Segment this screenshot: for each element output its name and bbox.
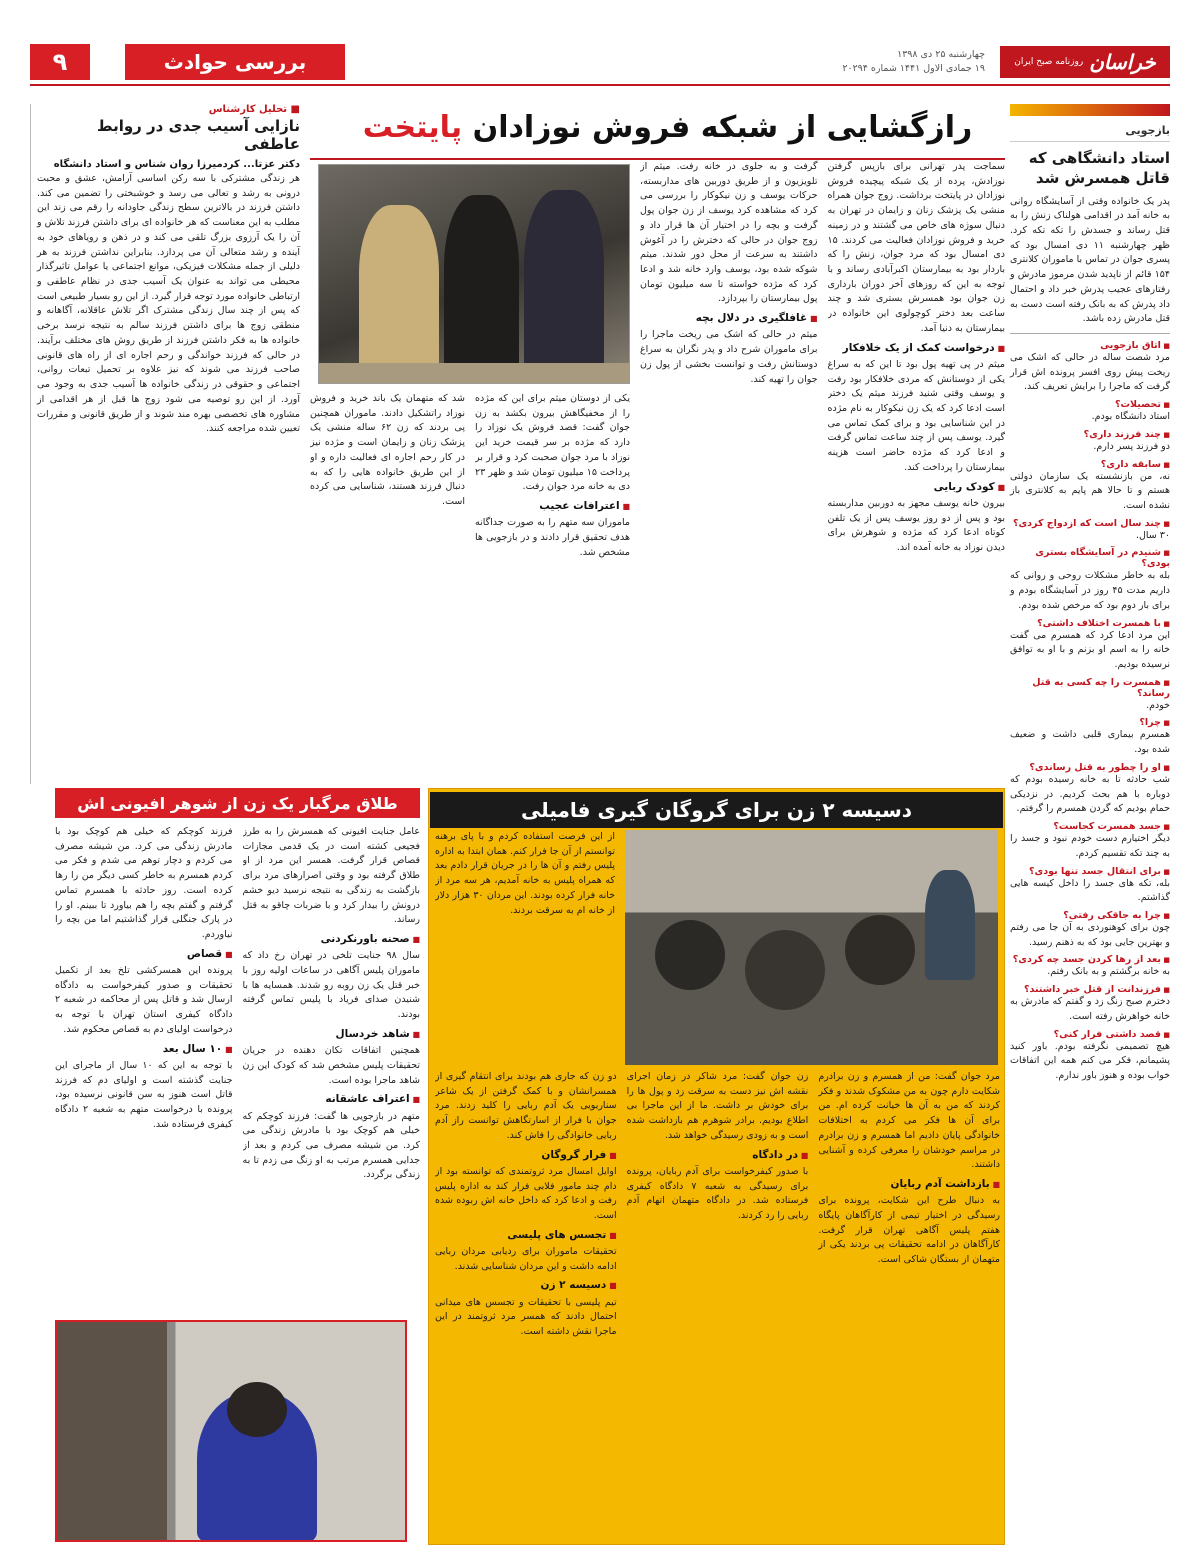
story-column: [435, 1070, 617, 1540]
paragraph: میثم در پی تهیه پول بود تا این که به سراغ یکی از دوستانش که مردی خلافکار بود رفت و یوسف وقتی شنید فرزند میثم یک دختر است ادعا کرد که یک زن نیکوکار به نام مژده در این شناسایی بود و برای کمک تماس می گیرد. یوسف پس از چند ساعت تماس گرفت و ادعا کرد که مژده حاضر است هزینه بیمارستان را پرداخت کند.: [827, 358, 1005, 473]
suspect-photo: [55, 1320, 407, 1542]
figure-shape: [524, 190, 604, 375]
story-column: [55, 825, 233, 1315]
interrogation-question: ■ همسرت را چه کسی به قتل رساند؟: [1010, 677, 1170, 699]
masthead: [30, 40, 1170, 86]
floor-shape: [319, 363, 629, 383]
subheading: ■ اعترافات عجیب: [475, 498, 630, 514]
interrogation-question: ■ قصد داشتی فرار کنی؟: [1010, 1029, 1170, 1040]
main-story-text-top: [640, 160, 1005, 680]
interrogation-answer: خودم.: [1146, 699, 1170, 711]
interrogation-question: ■ چرا به جاقکی رفتی؟: [1010, 910, 1170, 921]
paragraph: بیرون خانه یوسف مجهز به دوربین مداربسته بود و پس از دو روز یوسف پس از یک تلفن کوتاه ادعا کرد که مژده و شوهرش برای دیدن نوزاد به خانه آمده اند.: [827, 497, 1005, 554]
interrogation-question: ■ فرزندانت از قتل خبر داشتند؟: [1010, 984, 1170, 995]
main-headline-highlight: پایتخت: [362, 110, 463, 145]
paragraph: سال ۹۸ جنایت تلخی در تهران رخ داد که ماموران پلیس آگاهی در ساعات اولیه روز با خبر قتل یک زن روبه رو شدند. همسایه ها با شنیدن صدای فریاد با پلیس تماس گرفته بودند.: [242, 950, 420, 1021]
interrogation-question: ■ بعد از رها کردن جسد چه کردی؟: [1010, 954, 1170, 965]
interrogation-headline: استاد دانشگاهی که قاتل همسرش شد: [1028, 149, 1170, 188]
qa-list: [1010, 340, 1170, 1084]
subheading: ■ فرار گروگان: [435, 1147, 617, 1163]
interrogation-answer: شب حادثه تا به خانه رسیده بودم که دوباره با هم بحث کردیم. در نزدیکی حمام بودیم که گردن همسرم را گرفتم.: [1010, 773, 1170, 815]
courtroom-photo: [625, 830, 998, 1065]
paragraph: مرد جوان گفت: من از همسرم و زن برادرم شکایت دارم چون به من مشکوک شدند و فکر کردند که من به آن ها خیانت کرده ام. من برای آن ها فکر می کردم به اختلافات خانوادگی پایان دادیم اما همسرم و زن برادرم در مراسم خودشان را معرفی کرده و آشنایی داشتند.: [818, 1071, 1000, 1171]
interrogation-answer: دیگر اختیارم دست خودم نبود و جسد را به چند تکه تقسیم کردم.: [1010, 833, 1170, 859]
interrogation-answer: به خانه برگشتم و به بانک رفتم.: [1047, 966, 1170, 978]
main-story-column: [475, 392, 630, 777]
divider: [1010, 333, 1170, 334]
kidnapping-story-text: [435, 1070, 1000, 1540]
main-story-column: [828, 160, 1006, 680]
interrogation-answer: این مرد ادعا کرد که همسرم می گفت خانه را به اسم او بزنم و با او به توافق نرسیده بودیم.: [1010, 629, 1170, 671]
main-headline: [335, 110, 1000, 156]
kidnapping-story-headline: دسیسه ۲ زن برای گروگان گیری فامیلی: [430, 792, 1003, 828]
column-label: بازجویی: [1010, 124, 1170, 142]
main-headline-text: رازگشایی از شبکه فروش نوزادان: [472, 110, 973, 145]
figure-shape: [359, 205, 439, 375]
paragraph: دو زن که جاری هم بودند برای انتقام گیری از همسرانشان و با کمک گرفتن از یک شاعر سناریویی یک آدم ربایی را کلید زدند. مرد جوان با فرار از اسارتگاهش توانست راز آدم ربایی خانوادگی را فاش کند.: [434, 1071, 617, 1141]
divorce-story-headline: طلاق مرگبار یک زن از شوهر افیونی اش: [55, 788, 420, 818]
interrogation-answer: مرد شصت ساله در حالی که اشک می ریخت پیش روی افسر پرونده اش قرار گرفت که ماجرا را برایش تعریف کند.: [1010, 351, 1170, 393]
expert-kicker: ■ تحلیل کارشناس: [37, 104, 300, 115]
interrogation-question: ■ برای انتقال جسد تنها بودی؟: [1010, 866, 1170, 877]
figure-shape: [655, 920, 725, 990]
section-title: بررسی حوادث: [125, 44, 345, 80]
column-tag-bar: [1010, 104, 1170, 116]
subheading: ■ دسیسه ۲ زن: [435, 1277, 617, 1293]
issue-date-line1: چهارشنبه ۲۵ دی ۱۳۹۸: [897, 49, 985, 60]
interrogation-answer: بله، تکه های جسد را داخل کیسه هایی گذاشتم.: [1010, 877, 1170, 904]
main-story-column: [310, 392, 465, 777]
paragraph: سماجت پدر تهرانی برای بازپس گرفتن نوزادش، پرده از یک شبکه پیچیده فروش نوزادان در پایتخت برداشت. زوج جوان همراه منشی یک پزشک زنان و زایمان در تهران به دنبال سوژه های خاص می گشتند و در زمینه خرید و فروش نوزادان فعالیت می کردند. ۱۵ دی امسال بود که مرد جوان، زنش را که باردار بود به بیمارستان اکبرآبادی رساند و با توجه به این که روزهای آخر دوران بارداری زن جوان بود همسرش بستری شد و چند ساعت بعد دختر کوچولوی این خانواده در بیمارستان به دنیا آمد.: [827, 161, 1005, 334]
interrogation-question: ■ چند سال است که ازدواج کردی؟: [1010, 518, 1170, 529]
interrogation-answer: چون برای کوهنوردی به آن جا می رفتم و بهترین جایی بود که به ذهنم رسید.: [1010, 921, 1170, 948]
subheading: ■ کودک ربایی: [828, 479, 1006, 495]
paragraph: میثم در حالی که اشک می ریخت ماجرا را برای ماموران شرح داد و پدر نگران به سراغ دوستانش رفت و توانست بخشی از پول زن جوان را تهیه کند.: [640, 329, 818, 385]
paragraph: گرفت و به جلوی در خانه رفت. میثم از تلویزیون و از طریق دوربین های مداربسته، حرکات یوسف و زن نیکوکار را بررسی می کرد که مشاهده کرد یوسف از زن جوان پول گرفت و بچه را در اختیار آن ها قرار داد و زوج جوان در حالی که دخترش را در آغوش داشتند به سرعت از محل دور شدند. میثم شوکه شده بود، یوسف وارد خانه شد و ادعا کرد که مژده خواسته تا سه میلیون تومان پول بیمارستان را بپردازد.: [640, 161, 818, 305]
kidnapping-intro: از این فرصت استفاده کردم و با پای برهنه توانستم از آن جا فرار کنم. همان ابتدا به اداره پلیس رفتم و آن ها را در جریان قرار دادم بعد که همراه پلیس به خانه آمدیم، هر سه مرد از خانه فرار کرده بودند. این مردان ۳۰ هزار دلار از خانه ام به سرقت بردند.: [435, 831, 615, 916]
divorce-story-text: [55, 825, 420, 1315]
interrogation-question: ■ سابقه داری؟: [1010, 459, 1170, 470]
paragraph: تحقیقات ماموران برای ردیابی مردان ربایی ادامه داشت و این مردان شناسایی شدند.: [434, 1246, 617, 1272]
expert-headline: نازایی آسیب جدی در روابط عاطفی: [97, 117, 300, 153]
interrogation-question: ■ با همسرت اختلاف داشتی؟: [1010, 618, 1170, 629]
subheading: ■ صحنه باورنکردنی: [243, 931, 421, 947]
logo-brand: خراسان: [1089, 50, 1156, 74]
interrogation-question: ■ شنیدم در آسایشگاه بستری بودی؟: [1010, 547, 1170, 569]
interrogation-column: [1010, 104, 1170, 1544]
newspaper-logo: [1000, 46, 1170, 78]
page-number: ۹: [30, 44, 90, 80]
expert-analysis: [30, 104, 300, 784]
paragraph: به دنبال طرح این شکایت، پرونده برای رسیدگی در اختیار تیمی از کارآگاهان پایگاه هفتم پلیس آگاهی تهران قرار گرفت. کارآگاهان در ادامه تحقیقات پی بردند یکی از متهمان از بستگان شاکی است.: [818, 1195, 1000, 1266]
interrogation-answer: بله به خاطر مشکلات روحی و روانی که داریم مدت ۴۵ روز در آسایشگاه بودم و برای بار دوم بود که مرخص شده بودم.: [1010, 570, 1171, 611]
figure-shape: [444, 195, 519, 375]
interrogation-question: ■ تحصیلات؟: [1010, 399, 1170, 410]
story-column: [818, 1070, 1000, 1540]
paragraph: فرزند کوچکم که خیلی هم کوچک بود با مادرش زندگی می کرد. من شیشه مصرف می کردم و دچار توهم می شدم و فکر می کردم همسرم به خاطر کسی دیگر من را رها کرده است. روز حادثه با همسرم تماس گرفتم و گفتم بچه را هم بیاورد تا ببینم. او را در پارک جنگلی قرار گذاشتیم اما من بچه را نیاوردم.: [55, 826, 233, 941]
interrogation-answer: هیچ تصمیمی نگرفته بودم. باور کنید پشیمانم، فکر می کنم همه این اتفاقات خواب بوده و هنوز باور ندارم.: [1010, 1040, 1170, 1081]
subheading: ■ غافلگیری در دلال بچه: [640, 310, 818, 326]
interrogation-answer: نه، من بازنشسته یک سازمان دولتی هستم و تا حالا هم پایم به کلانتری باز نشده است.: [1010, 470, 1170, 511]
paragraph: با صدور کیفرخواست برای آدم ربایان، پرونده برای رسیدگی به شعبه ۷ دادگاه کیفری فرستاده شد. در دادگاه متهمان اتهام آدم ربایی را رد کردند.: [626, 1165, 809, 1222]
subheading: ■ درخواست کمک از یک خلافکار: [828, 340, 1006, 356]
issue-date: [842, 48, 985, 77]
interrogation-question: ■ اتاق بازجویی: [1010, 340, 1170, 351]
interrogation-answer: همسرم بیماری قلبی داشت و ضعیف شده بود.: [1010, 729, 1170, 756]
paragraph: عامل جنایت افیونی که همسرش را به طرز فجیعی کشته است در یک قدمی مجازات قصاص قرار گرفت. همسر این مرد از او طلاق گرفته بود و وقتی اصرارهای مرد برای بازگشت به زندگی به نتیجه نرسید دیو خشم درونش را بیدار کرد و با ضربات چاقو به قتل رساند.: [242, 826, 420, 926]
figure-shape: [745, 930, 825, 1010]
interrogation-question: ■ جسد همسرت کجاست؟: [1010, 821, 1170, 832]
door-shape: [57, 1322, 167, 1540]
figure-shape: [925, 870, 975, 980]
paragraph: شد که متهمان یک باند خرید و فروش نوزاد راتشکیل دادند. ماموران همچنین پی بردند که زن ۶۲ ساله منشی یک پزشک زنان و زایمان است و مژده نیز در کار رحم اجاره ای فعالیت داره و او از این طریق خانواده هایی را که به دنبال فرزند هستند، شناسایی می کرده است.: [310, 393, 465, 508]
head-shape: [227, 1382, 287, 1437]
expert-body: هر زندگی مشترکی با سه رکن اساسی آرامش، عشق و محبت درونی به رشد و تعالی می رسد و خوشبختی را تضمین می کند. داشتن فرزند در بالاترین سطح زندگی جاودانه را رقم می زند این مطلب به این معناست که هر خانواده ای برای داشتن فرزند تلاش و آن را یک آرزوی بزرگ تلقی می کند و در ذهن و رویاهای خود به آینده و رشد متعالی آن می پردازد. بنابراین نداشتن فرزند به هر دلیلی از جمله مشکلات فیزیکی، موانع اجتماعی یا عوامل تاثیرگذار محیطی می تواند به عنوان یک آسیب جدی در نظام عاطفی و ارتباطی خانواده مورد توجه قرار گیرد. از این رو بسیار طبیعی است که پس از چند سال زندگی مشترک اگر تلاش عاقلانه، آگاهانه و منطقی زوج ها برای داشتن فرزند سالم به نتیجه نرسد برخی خانواده ها به فکر داشتن فرزند از طریق روش های مختلف برآیند. در حالی که فرزند خواندگی و رحم اجاره ای از راه های قانونی صاحب فرزند می شوند که نیز علاوه بر تحمیل تبعات روانی، اجتماعی و حقوقی در زندگی خانواده ها آسیب جدی به وجود می آورد. از این رو توصیه می شود زوج ها قبل از هر اقدامی از مشاوره های تخصصی بهره مند شوند و از طریق قانونی و مقررات تعیین شده مراجعه کنند.: [37, 173, 300, 435]
interrogation-answer: ۳۰ سال.: [1135, 529, 1170, 541]
interrogation-question: ■ چند فرزند داری؟: [1010, 429, 1170, 440]
subheading: ■ ۱۰ سال بعد: [55, 1041, 233, 1057]
paragraph: پرونده این همسرکشی تلخ بعد از تکمیل تحقیقات و صدور کیفرخواست به دادگاه ارسال شد و قاتل پس از محاکمه در شعبه ۲ دادگاه کیفری استان تهران با توجه به درخواست اولیای دم به قصاص محکوم شد.: [55, 965, 233, 1035]
expert-author: دکتر عزتا... کردمیرزا روان شناس و استاد دانشگاه: [53, 159, 300, 170]
story-column: [243, 825, 421, 1315]
interrogation-question: ■ چرا؟: [1010, 717, 1170, 728]
subheading: ■ تجسس های پلیسی: [435, 1227, 617, 1243]
subheading: ■ شاهد خردسال: [243, 1026, 421, 1042]
paragraph: ماموران سه متهم را به صورت جداگانه هدف تحقیق قرار دادند و در بازجویی ها مشخص شد.: [475, 517, 630, 558]
interrogation-question: ■ او را چطور به قتل رساندی؟: [1010, 762, 1170, 773]
subheading: ■ بازداشت آدم ربایان: [818, 1176, 1000, 1192]
issue-date-line2: ۱۹ جمادی الاول ۱۴۴۱ شماره ۲۰۲۹۴: [842, 63, 985, 75]
subheading: ■ اعتراف عاشقانه: [243, 1091, 421, 1107]
subheading: ■ قصاص: [55, 946, 233, 962]
interrogation-intro: پدر یک خانواده وقتی از آسایشگاه روانی به خانه آمد در اقدامی هولناک زنش را به قتل رساند و جسدش را تکه تکه کرد. ظهر چهارشنبه ۱۱ دی امسال بود که پسری جوان در تماس با ماموران کلانتری ۱۵۴ قائم از ناپدید شدن مرموز مادرش و رفتارهای عجیب پدرش خبر داد و احتمال داد پدرش که به بانک رفته است دست به قتل مادرش زده باشد.: [1010, 195, 1170, 325]
paragraph: یکی از دوستان میثم برای این که مژده را از مخفیگاهش بیرون بکشد به زن جوان گفت: قصد فروش یک نوزاد را دارد که مژده بر سر قیمت خرید این نوزاد با مرد جوان صحبت کرد و قرار بر پرداخت ۱۵ میلیون تومان شد و ظهر ۲۳ دی به خانه مرد جوان رفت.: [475, 393, 630, 493]
suspects-photo: [318, 164, 630, 384]
paragraph: اوایل امسال مرد ثروتمندی که توانسته بود از دام چند مامور فلابی فرار کند به اداره پلیس رفت و ادعا کرد که داخل خانه اش ربوده شده است.: [434, 1165, 617, 1222]
subheading: ■ در دادگاه: [627, 1147, 809, 1163]
paragraph: همچنین اتفاقات تکان دهنده در جریان تحقیقات پلیس مشخص شد که کودک این زن شاهد ماجرا بوده است.: [242, 1045, 420, 1086]
interrogation-answer: دو فرزند پسر دارم.: [1093, 440, 1170, 452]
main-story-text-bottom: [310, 392, 630, 777]
interrogation-answer: دخترم صبح زنگ زد و گفتم که مادرش به خانه خواهرش رفته است.: [1010, 996, 1170, 1022]
story-column: [627, 1070, 809, 1540]
main-story-column: [640, 160, 818, 680]
paragraph: با توجه به این که ۱۰ سال از ماجرای این جنایت گذشته است و اولیای دم که فرزند قاتل است هنوز به سن قانونی نرسیده بود، پرونده با درخواست متهم به شعبه ۲ دادگاه کیفری فرستاده شد.: [55, 1059, 233, 1130]
paragraph: تیم پلیسی با تحقیقات و تجسس های میدانی احتمال دادند که همسر مرد ثروتمند در این ماجرا نقش داشته است.: [434, 1296, 617, 1338]
interrogation-answer: استاد دانشگاه بودم.: [1091, 411, 1170, 423]
paragraph: زن جوان گفت: مرد شاکر در زمان اجرای نقشه اش نیز دست به سرقت زد و پول ها را برای خودش بر داشت. ما از این ماجرا بی اطلاع بودیم. برادر شوهرم هم بازداشت شده است و به زودی رسیدگی خواهد شد.: [626, 1071, 809, 1141]
paragraph: متهم در بازجویی ها گفت: فرزند کوچکم که خیلی هم کوچک بود با مادرش زندگی می کرد. من شیشه مصرف می کردم و بعد از جدایی همسرم مرتب به او زنگ می زدم تا به زندگی برگردد.: [242, 1110, 420, 1181]
figure-shape: [845, 915, 915, 985]
logo-subtitle: روزنامه صبح ایران: [1014, 57, 1084, 67]
